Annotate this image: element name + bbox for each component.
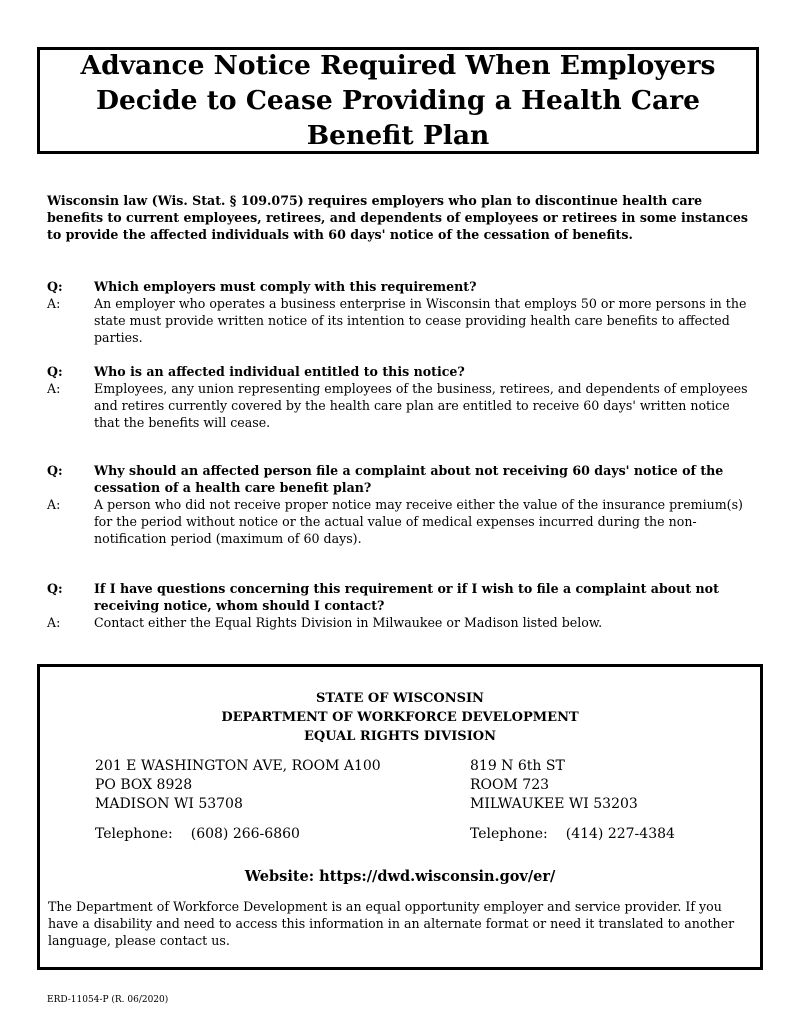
telephone-label: Telephone:: [470, 826, 548, 842]
faq-question: Which employers must comply with this requirement?: [94, 279, 477, 294]
madison-address-line: PO BOX 8928: [95, 777, 193, 793]
faq-answer-row: [47, 614, 759, 631]
milwaukee-address-line: ROOM 723: [470, 777, 550, 793]
eeo-statement: The Department of Workforce Development is an equal opportunity employer and service provider. If you have a disability and need to access this information in an alternate format or need it translated to another language, please contact us.: [48, 899, 735, 948]
faq-answer: Contact either the Equal Rights Division in Milwaukee or Madison listed below.: [94, 615, 603, 630]
faq-question: Why should an affected person file a complaint about not receiving 60 days' notice of the cessation of a health care benefit plan?: [94, 463, 724, 495]
q-label: Q:: [47, 279, 63, 294]
faq-item: [47, 363, 759, 431]
contact-box: [37, 664, 763, 970]
madison-telephone: [95, 825, 381, 844]
agency-line-state: STATE OF WISCONSIN: [316, 691, 484, 706]
faq-question: If I have questions concerning this requirement or if I wish to file a complaint about not receiving notice, whom should I contact?: [94, 581, 719, 613]
website-link[interactable]: Website: https://dwd.wisconsin.gov/er/: [244, 868, 556, 885]
milwaukee-telephone: [470, 825, 675, 844]
milwaukee-address-line: 819 N 6th ST: [470, 758, 565, 774]
faq-item: [47, 462, 759, 547]
a-label: A:: [47, 381, 61, 396]
faq-question-row: [47, 363, 759, 380]
faq-question: Who is an affected individual entitled to this notice?: [94, 364, 465, 379]
milwaukee-address-line: MILWAUKEE WI 53203: [470, 796, 638, 812]
milwaukee-office: [470, 757, 675, 844]
faq-item: [47, 580, 759, 631]
madison-phone-number[interactable]: (608) 266-6860: [190, 826, 300, 842]
milwaukee-phone-number[interactable]: (414) 227-4384: [565, 826, 675, 842]
madison-address-line: MADISON WI 53708: [95, 796, 243, 812]
faq-question-row: [47, 580, 759, 614]
telephone-label: Telephone:: [95, 826, 173, 842]
agency-line-division: EQUAL RIGHTS DIVISION: [304, 729, 496, 744]
q-label: Q:: [47, 581, 63, 596]
a-label: A:: [47, 497, 61, 512]
faq-question-row: [47, 278, 759, 295]
agency-heading: [40, 689, 760, 746]
q-label: Q:: [47, 364, 63, 379]
form-code: ERD-11054-P (R. 06/2020): [47, 995, 169, 1005]
intro-paragraph: Wisconsin law (Wis. Stat. § 109.075) requires employers who plan to discontinue health care benefits to current employees, retirees, and dependents of employees or retirees in some instances to provide the affected individuals with 60 days' notice of the cessation of benefits.: [47, 193, 748, 242]
faq-question-row: [47, 462, 759, 496]
faq-answer-row: [47, 380, 759, 431]
faq-answer: An employer who operates a business enterprise in Wisconsin that employs 50 or more persons in the state must provide written notice of its intention to cease providing health care benefits to affected parties.: [94, 296, 747, 345]
faq-answer-row: [47, 496, 759, 547]
title-box: [37, 47, 759, 154]
faq-answer-row: [47, 295, 759, 346]
faq-answer: Employees, any union representing employees of the business, retirees, and dependents of employees and retires currently covered by the health care plan are entitled to receive 60 days' written notice that the benefits will cease.: [94, 381, 748, 430]
faq-item: [47, 278, 759, 346]
madison-address-line: 201 E WASHINGTON AVE, ROOM A100: [95, 758, 381, 774]
page-title: Advance Notice Required When Employers Decide to Cease Providing a Health Care Benefit Plan: [80, 50, 716, 151]
q-label: Q:: [47, 463, 63, 478]
agency-line-department: DEPARTMENT OF WORKFORCE DEVELOPMENT: [221, 710, 579, 725]
a-label: A:: [47, 615, 61, 630]
madison-office: [95, 757, 381, 844]
a-label: A:: [47, 296, 61, 311]
faq-answer: A person who did not receive proper notice may receive either the value of the insurance premium(s) for the period without notice or the actual value of medical expenses incurred during the non-notification period (maximum of 60 days).: [94, 497, 743, 546]
